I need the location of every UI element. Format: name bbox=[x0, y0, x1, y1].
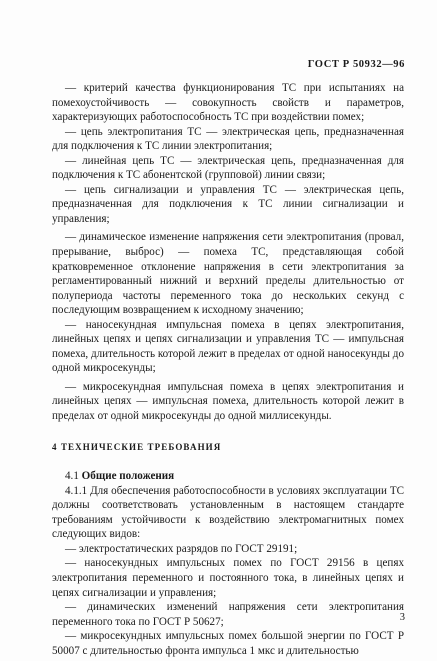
paragraph: — линейная цепь ТС — электрическая цепь, предназначенная для подключения к ТС абонентской (групповой) линии связи; bbox=[52, 154, 404, 182]
paragraph: — цепь электропитания ТС — электрическая цепь, предназначенная для подключения к ТС линии электропитания; bbox=[52, 125, 404, 153]
document-body bbox=[52, 81, 404, 658]
list-item: — наносекундных импульсных помех по ГОСТ 29156 в цепях электропитания переменного и постоянного тока, в линейных цепях и цепях сигнализации и управления; bbox=[52, 557, 404, 599]
list-item: — электростатических разрядов по ГОСТ 29191; bbox=[65, 542, 298, 555]
list-item: — микросекундных импульсных помех большой энергии по ГОСТ Р 50007 с длительностью фронта импульса 1 мкс и длительностью bbox=[52, 630, 404, 657]
list-item: — динамических изменений напряжения сети электропитания переменного тока по ГОСТ Р 50627; bbox=[52, 601, 404, 628]
paragraph: — цепь сигнализации и управления ТС — электрическая цепь, предназначенная для подключения к ТС линии сигнализации и управления; bbox=[52, 183, 404, 225]
subsection-title: Общие положения bbox=[81, 470, 175, 483]
paragraph: — наносекундная импульсная помеха в цепях электропитания, линейных цепях и цепях сигнализации и управления ТС — импульсная помеха, длительность которой лежит в пределах от одной наносекунды до одной микросекунды; bbox=[52, 318, 404, 375]
subsection-heading bbox=[52, 469, 404, 484]
paragraph: 4.1.1 Для обеспечения работоспособности в условиях эксплуатации ТС должны соответствовать установленным в настоящем стандарте требованиям устойчивости к воздействию электромагнитных помех следующих видов: bbox=[52, 484, 404, 541]
paragraph: — критерий качества функционирования ТС при испытаниях на помехоустойчивость — совокупность свойств и параметров, характеризующих работоспособность ТС при воздействии помех; bbox=[52, 82, 404, 124]
paragraph: — микросекундная импульсная помеха в цепях электропитания и линейных цепях — импульсная помеха, длительность которой лежит в пределах от одной микросекунды до одной миллисекунды. bbox=[52, 380, 404, 423]
page-number: 3 bbox=[399, 612, 405, 623]
section-heading: 4 ТЕХНИЧЕСКИЕ ТРЕБОВАНИЯ bbox=[52, 441, 222, 452]
subsection-number: 4.1 bbox=[65, 470, 79, 483]
paragraph: — динамическое изменение напряжения сети электропитания (провал, прерывание, выброс) — помеха ТС, представляющая собой кратковременное отклонение напряжения в сети электропитания за регламентированный нижний и верхний пределы длительностью от полупериода частоты переменного тока до нескольких секунд с последующим возвращением к исходному значению; bbox=[52, 231, 404, 317]
document-id-header: ГОСТ Р 50932—96 bbox=[307, 59, 405, 70]
